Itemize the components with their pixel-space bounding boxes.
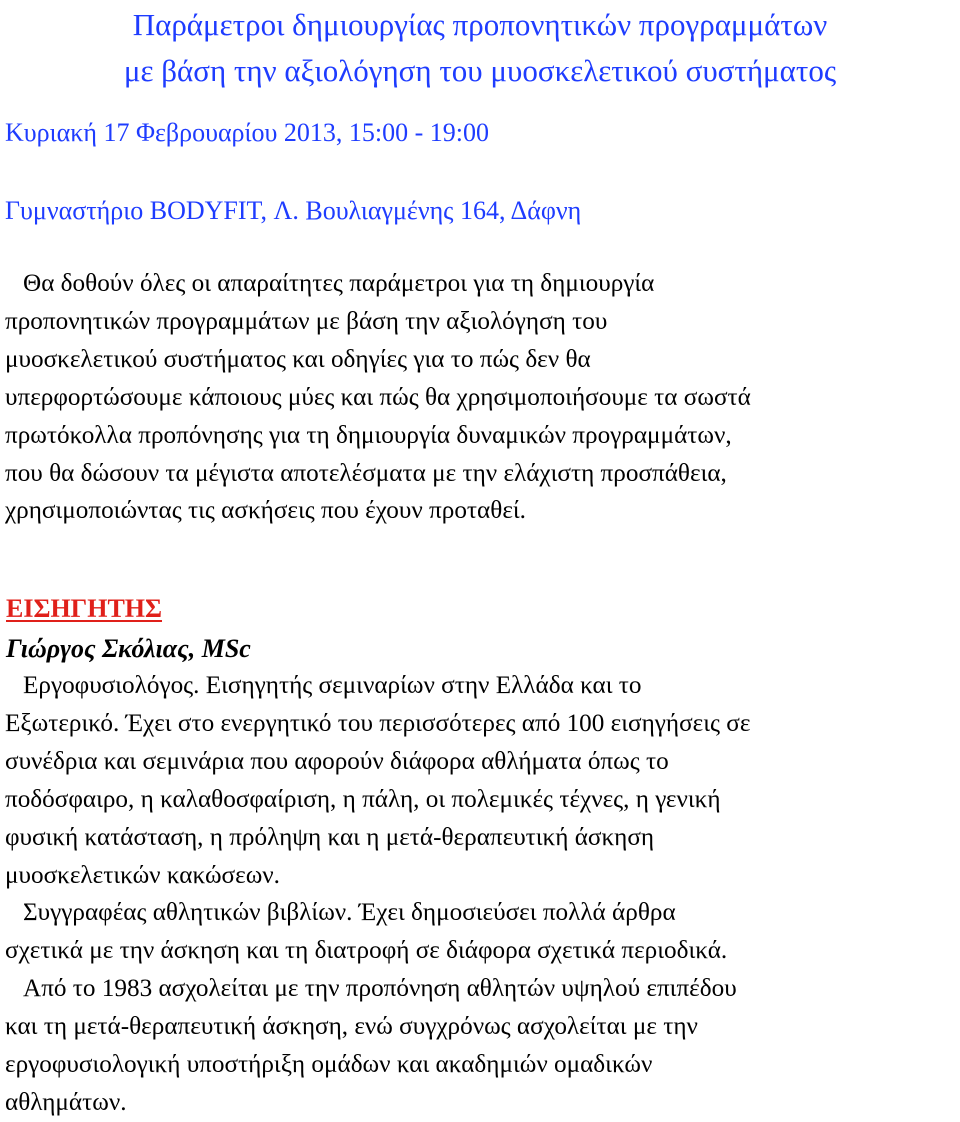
bio-line: Εργοφυσιολόγος. Εισηγητής σεμιναρίων στην Ελλάδα και το [23, 672, 642, 699]
title-line: Παράμετροι δημιουργίας προπονητικών προγραμμάτων [132, 7, 828, 42]
bio-line: Συγγραφέας αθλητικών βιβλίων. Έχει δημοσιεύσει πολλά άρθρα [23, 899, 676, 927]
bio-line: αθλημάτων. [5, 1088, 127, 1116]
title-line: με βάση την αξιολόγηση του μυοσκελετικού συστήματος [123, 53, 837, 88]
event-description [5, 265, 957, 530]
description-line: Θα δοθούν όλες οι απαραίτητες παράμετροι για τη δημιουργία [23, 270, 655, 297]
speaker-name: Γιώργος Σκόλιας, MSc [6, 634, 251, 663]
description-line: προπονητικών προγραμμάτων με βάση την αξιολόγηση του [5, 307, 608, 335]
bio-line: συνέδρια και σεμινάρια που αφορούν διάφορα αθλήματα όπως το [5, 747, 669, 775]
description-line: μυοσκελετικού συστήματος και οδηγίες για το πώς δεν θα [5, 345, 591, 373]
bio-line: ποδόσφαιρο, η καλαθοσφαίριση, η πάλη, οι πολεμικές τέχνες, η γενική [5, 785, 721, 813]
description-line: που θα δώσουν τα μέγιστα αποτελέσματα με την ελάχιστη προσπάθεια, [5, 459, 727, 487]
event-venue: Γυμναστήριο BODYFIT, Λ. Βουλιαγμένης 164, Δάφνη [5, 196, 582, 225]
description-line: χρησιμοποιώντας τις ασκήσεις που έχουν προταθεί. [5, 497, 526, 525]
event-title [0, 2, 960, 94]
bio-line: μυοσκελετικών κακώσεων. [5, 861, 280, 889]
description-line: υπερφορτώσουμε κάποιους μύες και πώς θα χρησιμοποιήσουμε τα σωστά [5, 383, 751, 411]
bio-line: σχετικά με την άσκηση και τη διατροφή σε διάφορα σχετικά περιοδικά. [5, 937, 728, 965]
bio-line: εργοφυσιολογική υποστήριξη ομάδων και ακαδημιών ομαδικών [5, 1051, 653, 1079]
speaker-label: ΕΙΣΗΓΗΤΗΣ [6, 594, 163, 623]
speaker-bio [5, 667, 957, 1122]
bio-line: και τη μετά-θεραπευτική άσκηση, ενώ συγχρόνως ασχολείται με την [5, 1013, 698, 1041]
bio-line: Από το 1983 ασχολείται με την προπόνηση αθλητών υψηλού επιπέδου [23, 975, 737, 1003]
bio-line: φυσική κατάσταση, η πρόληψη και η μετά-θεραπευτική άσκηση [5, 823, 655, 851]
bio-line: Εξωτερικό. Έχει στο ενεργητικό του περισσότερες από 100 εισηγήσεις σε [5, 709, 751, 737]
event-date: Κυριακή 17 Φεβρουαρίου 2013, 15:00 - 19:00 [5, 118, 490, 147]
description-line: πρωτόκολλα προπόνησης για τη δημιουργία δυναμικών προγραμμάτων, [5, 421, 732, 449]
